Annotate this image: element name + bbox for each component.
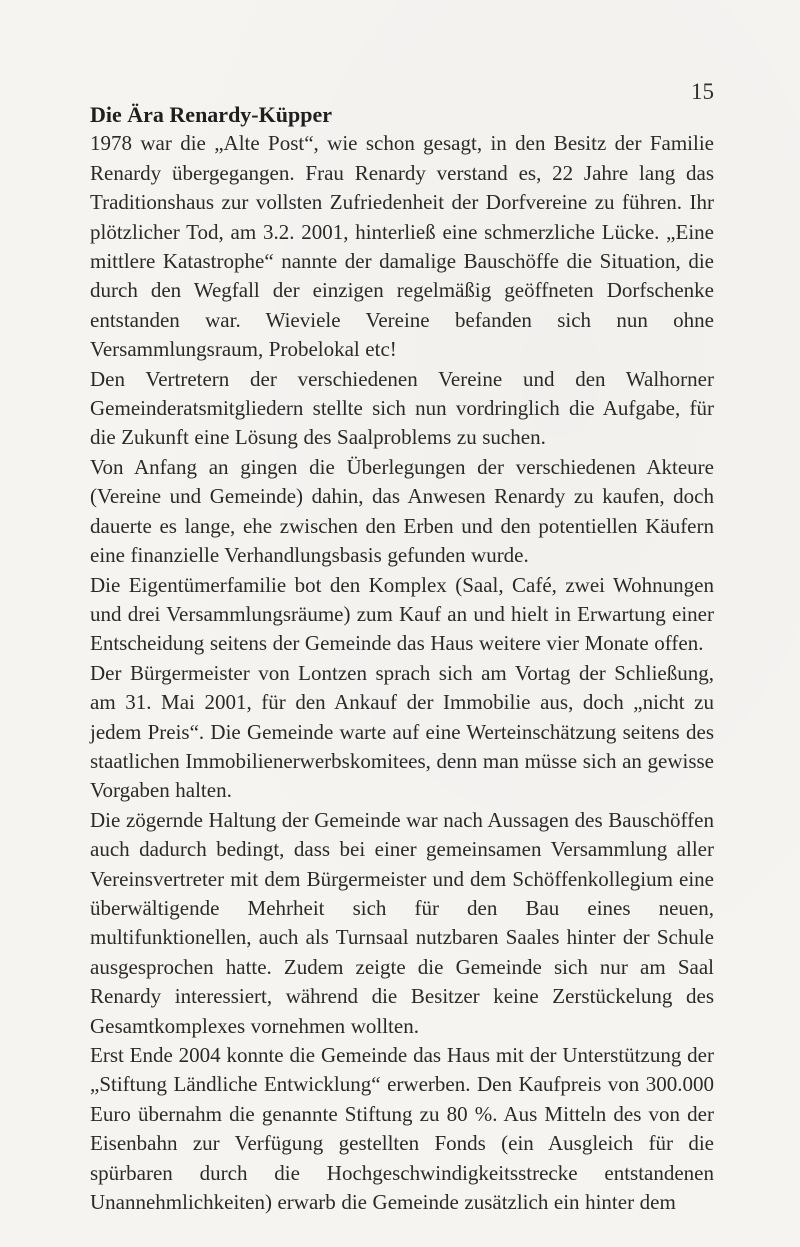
paragraph-2: Den Vertretern der verschiedenen Vereine und den Walhorner Gemeinderatsmitgliedern stellte sich nun vordringlich die Aufgabe, für die Zukunft eine Lösung des Saalproblems zu suchen. <box>90 366 714 450</box>
page-number: 15 <box>691 79 714 104</box>
paragraph-7: Erst Ende 2004 konnte die Gemeinde das Haus mit der Unterstützung der „Stiftung Ländliche Entwicklung“ erwerben. Den Kaufpreis von 300.000 Euro übernahm die genannte Stiftung zu 80 %. Aus Mitteln des von der Eisenbahn zur Verfügung gestellten Fonds (ein Ausgleich für die spürbaren durch die Hochgeschwindigkeitsstrecke entstandenen Unannehmlichkeiten) erwarb die Gemeinde zusätzlich ein hinter dem <box>90 1043 714 1215</box>
paragraph-4: Die Eigentümerfamilie bot den Komplex (Saal, Café, zwei Wohnungen und drei Versammlungsräume) zum Kauf an und hielt in Erwartung einer Entscheidung seitens der Gemeinde das Haus weitere vier Monate offen. <box>90 572 714 656</box>
page-body <box>90 100 714 1217</box>
paragraph-6: Die zögernde Haltung der Gemeinde war nach Aussagen des Bauschöffen auch dadurch bedingt, dass bei einer gemeinsamen Versammlung aller Vereinsvertreter mit dem Bürgermeister und dem Schöffenkollegium eine überwältigende Mehrheit sich für den Bau eines neuen, multifunktionellen, auch als Turnsaal nutzbaren Saales hinter der Schule ausgesprochen hatte. Zudem zeigte die Gemeinde sich nur am Saal Renardy interessiert, während die Besitzer keine Zerstückelung des Gesamtkomplexes vornehmen wollten. <box>90 807 714 1038</box>
section-heading: Die Ära Renardy-Küpper <box>90 102 332 127</box>
paragraph-5: Der Bürgermeister von Lontzen sprach sich am Vortag der Schließung, am 31. Mai 2001, für den Ankauf der Immobilie aus, doch „nicht zu jedem Preis“. Die Gemeinde warte auf eine Werteinschätzung seitens des staatlichen Immobilienerwerbskomitees, denn man müsse sich an gewisse Vorgaben halten. <box>90 660 714 803</box>
paragraph-1: 1978 war die „Alte Post“, wie schon gesagt, in den Besitz der Familie Renardy übergegangen. Frau Renardy verstand es, 22 Jahre lang das Traditionshaus zur vollsten Zufriedenheit der Dorfvereine zu führen. Ihr plötzlicher Tod, am 3.2. 2001, hinterließ eine schmerzliche Lücke. „Eine mittlere Katastrophe“ nannte der damalige Bauschöffe die Situation, die durch den Wegfall der einzigen regelmäßig geöffneten Dorfschenke entstanden war. Wieviele Vereine befanden sich nun ohne Versammlungsraum, Probelokal etc! <box>90 131 714 362</box>
paragraph-3: Von Anfang an gingen die Überlegungen der verschiedenen Akteure (Vereine und Gemeinde) dahin, das Anwesen Renardy zu kaufen, doch dauerte es lange, ehe zwischen den Erben und den potentiellen Käufern eine finanzielle Verhandlungsbasis gefunden wurde. <box>90 454 714 568</box>
